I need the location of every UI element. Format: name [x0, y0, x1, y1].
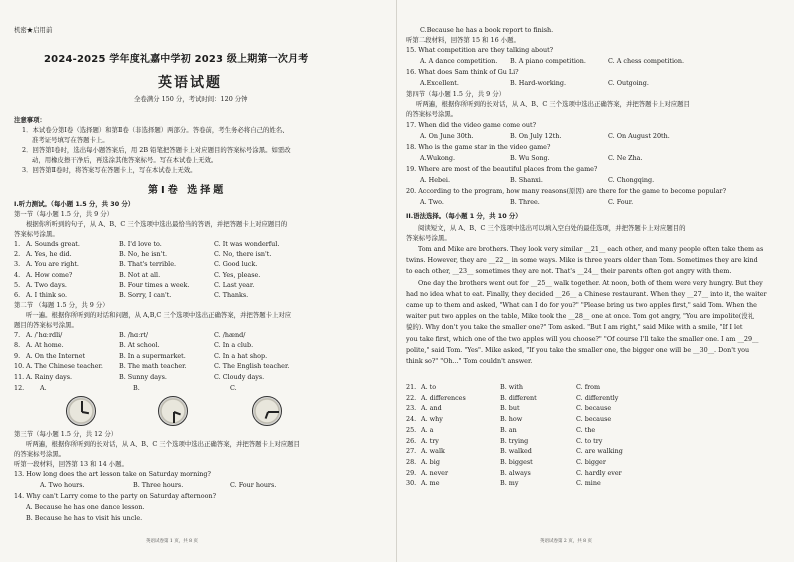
sub3-title: 第三节（每小题 1.5 分，共 12 分） [14, 430, 118, 438]
sub2-title: 第二节 （每题 1.5 分，共 9 分） [14, 301, 109, 309]
grammar-question-option-a: A. a [421, 425, 434, 434]
sub4-instruction-2: 的答案标号涂黑。 [406, 110, 458, 118]
grammar-question-number: 27. [406, 447, 417, 456]
grammar-question-number: 28. [406, 457, 417, 466]
grammar-question-number: 25. [406, 425, 417, 434]
grammar-question-option-b: B. but [500, 404, 520, 413]
q17-option-c: C. On August 20th. [608, 132, 670, 140]
grammar-question-option-a: A. and [421, 404, 442, 413]
sub1-instruction-2: 答案标号涂黑。 [14, 230, 59, 238]
sub1-question-option-c: C. Yes, please. [214, 270, 261, 279]
sub4-instruction-1: 听两遍，根据你所听到的长对话，从 A、B、C 三个选项中选出正确答案，并把答题卡上对应题目 [416, 100, 690, 108]
q18-stem: 18. Who is the game star in the video game? [406, 143, 551, 151]
sub2-question-option-b: B. Sunny days. [119, 372, 167, 381]
grammar-question-option-a: A. try [421, 436, 439, 445]
q20-option-a: A. Two. [420, 198, 444, 206]
grammar-question-number: 22. [406, 393, 417, 402]
footer-page-1: 英语试卷第 1 页，共 8 页 [146, 539, 198, 544]
grammar-question-option-b: B. how [500, 415, 523, 424]
sub1-question-option-b: B. Not at all. [119, 270, 161, 279]
grammar-question-option-b: B. with [500, 383, 523, 391]
grammar-question-option-a: A. never [421, 468, 449, 477]
grammar-instruction-1: 阅读短文，从 A、B、C 三个选项中选出可以填入空白处的最佳选项，并把答题卡上对应题目的 [418, 224, 686, 232]
q20-stem: 20. According to the program, how many reasons(原因) are there for the game to become popular? [406, 187, 727, 195]
sub2-question-number: 9. [14, 351, 21, 360]
grammar-question-option-a: A. differences [421, 393, 466, 402]
sub2-question-option-a: A. Rainy days. [26, 372, 73, 381]
sub3-instruction-2: 的答案标号涂黑。 [14, 450, 66, 458]
q13-option-a: A. Two hours. [40, 481, 85, 489]
grammar-question-option-c: C. from [576, 383, 601, 391]
passage-line: came up to them and asked, "What can I do for you?" "Please bring us two apples first," said Tom. When the [406, 301, 757, 309]
sub2-question-option-c: C. In a club. [214, 341, 254, 350]
grammar-question-option-b: B. an [500, 425, 517, 434]
sub1-title: 第一节（每小题 1.5 分，共 9 分） [14, 210, 114, 218]
sub1-question-option-c: C. Good luck. [214, 260, 258, 269]
sub2-instruction-1: 听一遍。根据你所听到的对话和问题，从 A,B,C 三个选项中选出正确答案，并把答题卡上对应 [26, 311, 292, 319]
sub3-instruction-1: 听两遍，根据你所听到的长对话，从 A、B、C 三个选项中选出正确答案，并把答题卡上对应题目 [26, 440, 300, 448]
sub1-question-option-c: C. It was wonderful. [214, 240, 280, 248]
sub2-question-option-a: A. /ˈhɑːrdli/ [26, 331, 63, 339]
sub1-question-number: 6. [14, 291, 21, 299]
notes-heading: 注意事项： [14, 116, 46, 124]
sub2-question-option-c: C. /hænd/ [214, 331, 246, 339]
q13-option-b: B. Three hours. [133, 481, 184, 489]
sub1-question-option-a: A. How come? [26, 270, 73, 279]
grammar-question-option-a: A. walk [421, 447, 445, 456]
grammar-instruction-2: 答案标号涂黑。 [406, 234, 451, 242]
grammar-question-option-c: C. hardly ever [576, 468, 622, 477]
grammar-question-option-c: C. because [576, 415, 612, 424]
passage-line: you take first, which one of the two apples will you choose?" "Of course I'll take the smaller one. I am __29__ [406, 334, 759, 343]
q19-option-c: C. Chongqing. [608, 176, 655, 184]
lead-2: 听第二段材料，回答第 15 和 16 小题。 [406, 36, 520, 44]
sub2-question-option-b: B. /hɑːrt/ [119, 331, 149, 339]
q15-option-a: A. A dance competition. [420, 57, 498, 65]
sub2-question-option-a: A. The Chinese teacher. [26, 362, 103, 371]
q12-number: 12. [14, 384, 25, 392]
listening-part-title: I.听力测试。（每小题 1.5 分，共 30 分） [14, 200, 135, 208]
grammar-part-title: II.语法选择。（每小题 1 分，共 10 分） [406, 212, 522, 220]
sub1-question-option-b: B. I'd love to. [119, 240, 162, 248]
sub2-question-option-c: C. Cloudy days. [214, 372, 265, 381]
sub1-question-number: 5. [14, 280, 21, 289]
clock-image-a [66, 396, 96, 426]
q18-option-b: B. Wu Song. [510, 154, 550, 162]
sub2-question-option-a: A. On the Internet [26, 351, 86, 360]
sub2-question-option-b: B. In a supermarket. [119, 351, 186, 360]
q19-option-a: A. Hebei. [420, 176, 450, 184]
q18-option-c: C. Ne Zha. [608, 154, 643, 162]
grammar-question-option-b: B. my [500, 479, 519, 488]
passage-line: waiter put two apples on the table, Mike took the __28__ one at once. Tom got angry, "You are impolite(没礼 [406, 312, 755, 321]
grammar-question-option-c: C. because [576, 404, 612, 413]
sub2-question-option-b: B. The math teacher. [119, 362, 187, 371]
sub1-question-number: 4. [14, 270, 21, 279]
q19-stem: 19. Where are most of the beautiful places from the game? [406, 165, 598, 173]
passage-line: twins. However, they are __22__ in some ways. Mike is three years older than Tom. Sometimes they are kind [406, 256, 758, 265]
q13-stem: 13. How long does the art lesson take on Saturday morning? [14, 470, 211, 478]
sub1-question-option-a: A. I think so. [26, 291, 68, 299]
q20-option-c: C. Four. [608, 198, 634, 206]
exam-title: 2024-2025 学年度礼嘉中学初 2023 级上期第一次月考 [44, 54, 309, 65]
clock-image-c [252, 396, 282, 426]
note-line-5: 3．回答第Ⅱ卷时，将答案写在答题卡上，写在本试卷上无效。 [22, 166, 197, 174]
grammar-question-option-c: C. differently [576, 393, 619, 402]
q16-option-b: B. Hard-working. [510, 79, 566, 87]
grammar-question-option-a: A. me [421, 479, 440, 488]
grammar-question-option-b: B. different [500, 393, 537, 402]
grammar-question-option-b: B. trying [500, 436, 529, 445]
exam-info: 全卷满分 150 分，考试时间：120 分钟 [134, 95, 248, 103]
sub1-question-option-a: A. Yes, he did. [26, 250, 72, 259]
grammar-question-option-a: A. to [421, 383, 437, 391]
sub2-question-number: 7. [14, 331, 21, 339]
sub1-question-option-a: A. Two days. [26, 280, 67, 289]
passage-line: One day the brothers went out for __25__ walk together. At noon, both of them were very hungry. But they [418, 278, 763, 287]
sub1-question-option-c: C. Thanks. [214, 291, 249, 299]
q15-option-c: C. A chess competition. [608, 57, 685, 65]
passage-line: had no idea what to eat. Finally, they decided __26__ a Chinese restaurant. When they __27__ into it, the waiter [406, 289, 767, 298]
grammar-question-option-c: C. bigger [576, 457, 606, 466]
note-line-2: 准考证号填写在答题卡上。 [32, 136, 109, 144]
grammar-question-option-c: C. the [576, 425, 596, 434]
q12-option-b: B. [133, 384, 140, 392]
sub1-instruction-1: 根据你所听到的句子，从 A、B、C 三个选项中选出最恰当的答语，并把答题卡上对应题目的 [26, 220, 288, 228]
q14-stem: 14. Why can't Larry come to the party on Saturday afternoon? [14, 492, 216, 500]
passage-line: polite," said Tom. "Yes". Mike asked, "If you take the smaller one, the bigger one will be __30__. Don't you [406, 345, 750, 354]
sub2-question-option-c: C. In a hat shop. [214, 351, 268, 360]
grammar-question-number: 29. [406, 468, 417, 477]
sub1-question-option-c: C. Last year. [214, 280, 255, 289]
sub1-question-option-a: A. Sounds great. [26, 240, 80, 248]
passage-line: Tom and Mike are brothers. They look very similar __21__ each other, and many people often take them as [418, 245, 764, 253]
sub3-lead: 听第一段材料，回答第 13 和 14 小题。 [14, 460, 128, 468]
q12-option-a: A. [40, 384, 47, 392]
grammar-question-option-b: B. walked [500, 447, 532, 456]
sub1-question-option-a: A. You are right. [26, 260, 79, 269]
note-line-3: 2．回答第Ⅰ卷时，选出每小题答案后，用 2B 铅笔把答题卡上对应题目的答案标号涂黑。如需改 [22, 146, 291, 154]
sub2-instruction-2: 题目的答案标号涂黑。 [14, 321, 78, 329]
passage-line: think so?" "Oh..." Tom couldn't answer. [406, 357, 533, 365]
q18-option-a: A.Wukong. [420, 154, 456, 162]
note-line-4: 动，用橡皮擦干净后，再选涂其他答案标号。写在本试卷上无效。 [32, 156, 218, 164]
q14-option-c: C.Because he has a book report to finish. [420, 26, 554, 34]
page-divider [396, 0, 397, 562]
sub1-question-number: 3. [14, 260, 21, 269]
q14-option-b: B. Because he has to visit his uncle. [26, 514, 143, 522]
sub2-question-option-b: B. At school. [119, 341, 160, 350]
q19-option-b: B. Shanxi. [510, 176, 543, 184]
q16-option-c: C. Outgoing. [608, 79, 649, 87]
grammar-question-option-c: C. to try [576, 436, 603, 445]
sub2-question-option-a: A. At home. [26, 341, 64, 350]
q13-option-c: C. Four hours. [230, 481, 277, 489]
sub2-question-number: 11. [14, 372, 25, 381]
q12-option-c: C. [230, 384, 237, 392]
grammar-question-option-b: B. always [500, 468, 531, 477]
q15-stem: 15. What competition are they talking about? [406, 46, 554, 54]
q16-option-a: A.Excellent. [420, 79, 459, 87]
passage-line: to each other, __23__ sometimes they are not. That's __24__ their parents often got angry with them. [406, 267, 732, 276]
clock-image-b [158, 396, 188, 426]
sub1-question-option-b: B. Four times a week. [119, 280, 190, 289]
subject-title: 英语试题 [158, 75, 222, 91]
q15-option-b: B. A piano competition. [510, 57, 586, 65]
grammar-question-number: 24. [406, 415, 417, 424]
sub1-question-option-b: B. Sorry, I can't. [119, 291, 172, 299]
sub2-question-number: 8. [14, 341, 21, 350]
q14-option-a: A. Because he has one dance lesson. [26, 503, 145, 511]
sub2-question-option-c: C. The English teacher. [214, 362, 290, 371]
sub1-question-number: 1. [14, 240, 21, 248]
sub1-question-option-c: C. No, there isn't. [214, 250, 272, 259]
passage-line: 貌的). Why don't you take the smaller one?" Tom asked. "But I am right," said Mike with a smile, "If I let [406, 323, 743, 332]
q17-option-b: B. On July 12th. [510, 132, 562, 140]
section-title: 第Ⅰ卷 选择题 [148, 185, 227, 196]
grammar-question-option-c: C. are walking [576, 447, 623, 456]
sub1-question-option-b: B. No, he isn't. [119, 250, 167, 259]
grammar-question-option-a: A. big [421, 457, 440, 466]
q17-stem: 17. When did the video game come out? [406, 121, 537, 129]
sub1-question-number: 2. [14, 250, 21, 259]
grammar-question-number: 30. [406, 479, 417, 488]
confidential-label: 机密★启用前 [14, 26, 53, 34]
grammar-question-number: 21. [406, 383, 417, 391]
sub4-title: 第四节（每小题 1.5 分，共 9 分） [406, 90, 506, 98]
grammar-question-number: 23. [406, 404, 417, 413]
note-line-1: 1．本试卷分第Ⅰ卷（选择题）和第Ⅱ卷（非选择题）两部分。答卷前，考生务必将自己的姓名、 [22, 126, 289, 134]
q17-option-a: A. On June 30th. [420, 132, 474, 140]
grammar-question-number: 26. [406, 436, 417, 445]
grammar-question-option-c: C. mine [576, 479, 601, 488]
footer-page-2: 英语试卷第 2 页，共 8 页 [540, 539, 592, 544]
grammar-question-option-b: B. biggest [500, 457, 533, 466]
q20-option-b: B. Three. [510, 198, 540, 206]
sub1-question-option-b: B. That's terrible. [119, 260, 177, 269]
q16-stem: 16. What does Sam think of Gu Li? [406, 68, 519, 76]
grammar-question-option-a: A. why [421, 415, 443, 424]
sub2-question-number: 10. [14, 362, 25, 371]
